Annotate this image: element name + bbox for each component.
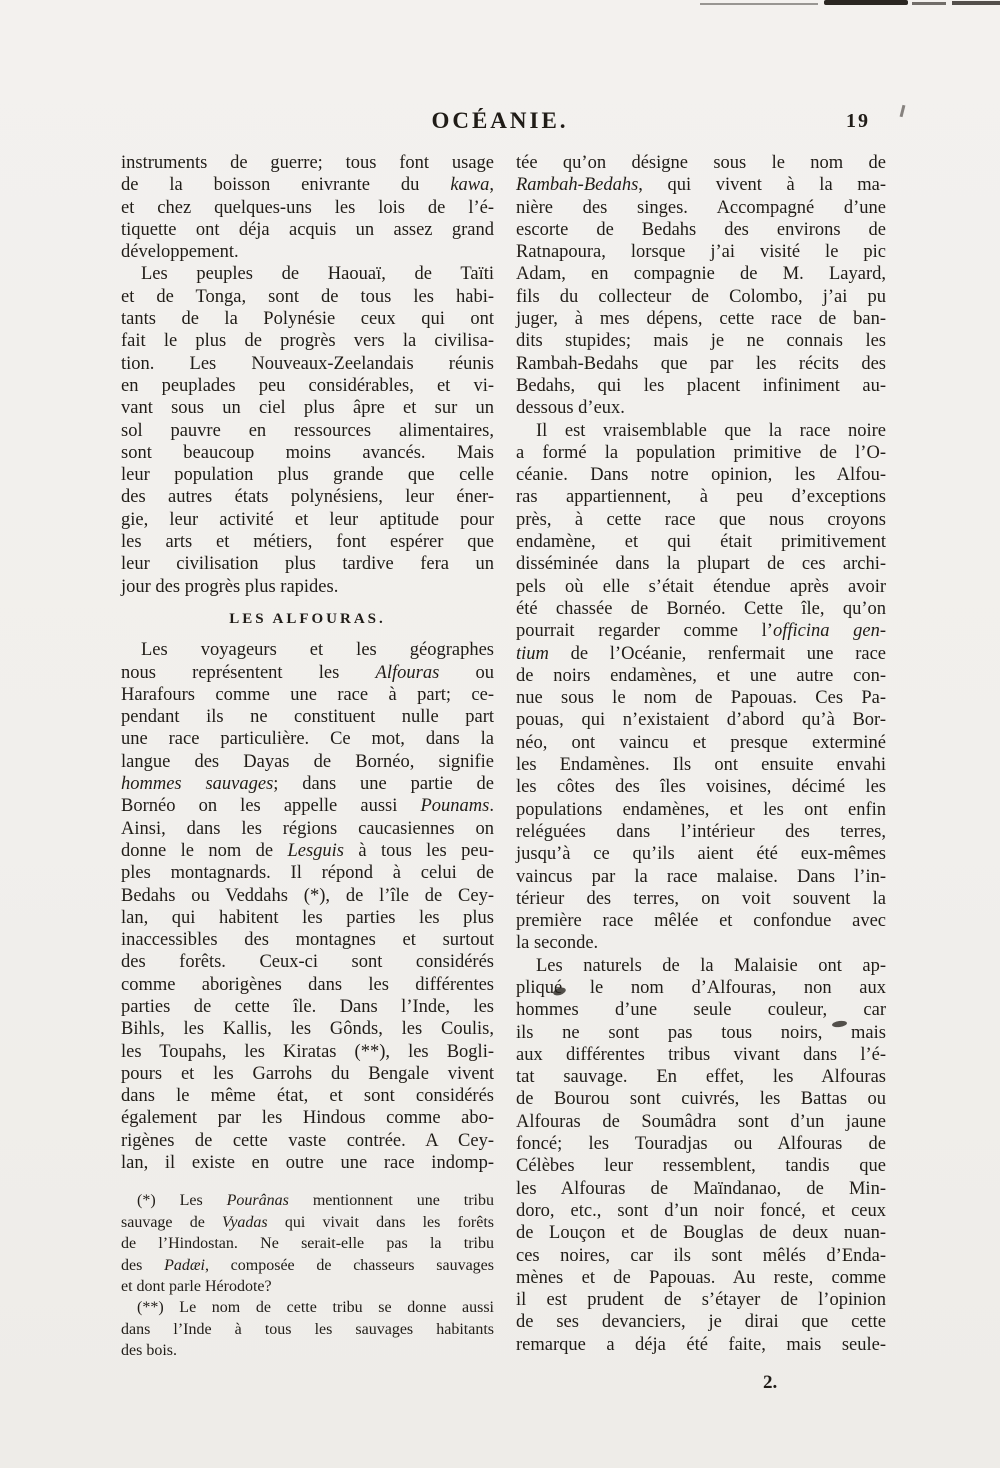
text-line: nue sous le nom de Papouas. Ces Pa-	[516, 688, 886, 709]
text-line: leur population plus grande que celle	[121, 465, 494, 486]
scan-artifact-line	[912, 2, 946, 5]
text-line: la seconde.	[516, 933, 599, 954]
text-line: les arts et métiers, font espérer que	[121, 532, 494, 553]
paragraph	[121, 263, 494, 597]
text-line: de Bourou sont cuivrés, les Battas ou	[516, 1089, 886, 1110]
text-line: tat sauvage. En effet, les Alfouras	[516, 1067, 886, 1088]
text-line: fait le plus de progrès vers la civilisa-	[121, 331, 494, 352]
text-line: tée qu’on désigne sous le nom de	[516, 153, 886, 173]
text-line: les Toupahs, les Kiratas (**), les Bogli-	[121, 1041, 494, 1062]
text-line: tion. Les Nouveaux-Zeelandais réunis	[121, 353, 494, 374]
text-line: vant sous un ciel plus âpre et sur un	[121, 398, 494, 419]
text-line: dits stupides; mais je ne connais les	[516, 331, 886, 352]
text-line: remarque a déja été faite, mais seule-	[516, 1334, 886, 1355]
text-line: première race mêlée et confondue avec	[516, 911, 886, 932]
text-line: Les voyageurs et les géographes	[141, 640, 494, 661]
text-line: ils ne sont pas tous noirs, mais	[516, 1022, 886, 1043]
text-line: et de Tonga, sont de tous les habi-	[121, 286, 494, 307]
text-line: été chassée de Bornéo. Cette île, qu’on	[516, 598, 886, 619]
text-line: Bornéo on les appelle aussi Pounams.	[121, 796, 494, 817]
signature-mark: 2.	[763, 1372, 778, 1393]
text-line: les côtes des îles voisines, décimé les	[516, 777, 886, 798]
footnote-line: des bois.	[121, 1342, 177, 1360]
footnote-line: (*) Les Pourânas mentionnent une tribu	[137, 1192, 494, 1210]
footnote-line: des Padæi, composée de chasseurs sauvages	[121, 1256, 495, 1274]
text-line: endamène, et qui était primitivement	[516, 532, 886, 553]
text-line: des forêts. Ceux-ci sont considérés	[121, 952, 494, 973]
text-line: tants de la Polynésie ceux qui ont	[121, 309, 494, 330]
text-line: escorte de Bedahs des environs de	[516, 219, 886, 240]
footnote-line: (**) Le nom de cette tribu se donne aussi	[137, 1299, 494, 1317]
text-line: Rambah-Bedahs, qui vivent à la ma-	[516, 175, 886, 196]
text-line: comme aborigènes dans les différentes	[121, 974, 494, 995]
text-line: pouas, qui n’existaient d’abord qu’à Bor-	[516, 710, 886, 731]
text-line: il est prudent de s’étayer de l’opinion	[516, 1290, 886, 1311]
text-line: pendant ils ne constituent nulle part	[121, 707, 494, 728]
text-line: de la boisson enivrante du kawa,	[121, 175, 494, 196]
text-line: Bedahs, qui les placent infiniment au-	[516, 375, 886, 396]
text-line: de ses devanciers, je dirai que cette	[516, 1312, 886, 1333]
paragraph	[121, 152, 494, 263]
text-line: Les peuples de Haouaï, de Taïti	[141, 264, 494, 285]
text-line: sol pauvre en ressources alimentaires,	[121, 420, 494, 441]
text-line: disséminée dans la plupart de ces archi-	[516, 554, 886, 575]
scan-artifact-line	[952, 1, 1000, 5]
footnote-line: et dont parle Hérodote?	[121, 1277, 272, 1295]
text-line: Ainsi, dans les régions caucasiennes on	[121, 818, 494, 839]
text-line: tium de l’Océanie, renfermait une race	[516, 643, 886, 664]
text-line: donne le nom de Lesguis à tous les peu-	[121, 840, 494, 861]
text-line: jour des progrès plus rapides.	[121, 576, 339, 597]
text-line: Adam, en compagnie de M. Layard,	[516, 264, 886, 285]
text-line: également par les Hindous comme abo-	[121, 1108, 494, 1129]
text-line: hommes d’une seule couleur, car	[516, 1000, 886, 1021]
scan-artifact-line	[700, 3, 818, 5]
text-line: a formé la population primitive de l’O-	[516, 442, 886, 463]
text-line: de Louçon et de Bouglas de deux nuan-	[516, 1223, 886, 1244]
text-line: reléguées dans l’intérieur des terres,	[516, 821, 886, 842]
text-line: nous représentent les Alfouras ou	[121, 662, 494, 683]
text-line: dans le même état, et sont considérés	[121, 1086, 494, 1107]
text-line: nière des singes. Accompagné d’une	[516, 197, 886, 218]
text-line: lan, qui habitent les parties les plus	[121, 907, 494, 928]
text-line: mènes et de Papouas. Au reste, comme	[516, 1267, 886, 1288]
text-line: ras appartiennent, à peu d’exceptions	[516, 487, 886, 508]
text-line: parties de cette île. Dans l’Inde, les	[121, 996, 494, 1017]
text-line: leur civilisation plus tardive fera un	[121, 554, 494, 575]
text-line: dessous d’eux.	[516, 398, 625, 419]
text-line: pours et les Garrohs du Bengale vivent	[121, 1063, 494, 1084]
text-line: rigènes de cette vaste contrée. A Cey-	[121, 1130, 494, 1151]
text-line: Rambah-Bedahs que par les récits des	[516, 353, 886, 374]
text-line: les Endamènes. Ils ont ensuite envahi	[516, 755, 886, 776]
text-column-left	[121, 152, 494, 1362]
text-line: Bedahs ou Veddahs (*), de l’île de Cey-	[121, 885, 494, 906]
text-line: foncé; les Touradjas ou Alfouras de	[516, 1134, 886, 1155]
text-line: néo, ont vaincu et presque exterminé	[516, 732, 886, 753]
text-line: aux différentes tribus vivant dans l’é-	[516, 1044, 886, 1065]
text-column-right	[516, 152, 886, 1356]
text-line: Ratnapoura, lorsque j’ai visité le pic	[516, 242, 886, 263]
text-line: des autres états polynésiens, leur éner-	[121, 487, 494, 508]
text-line: lan, il existe en outre une race indomp-	[121, 1153, 494, 1174]
text-line: Alfouras de Soumâdra sont d’un jaune	[516, 1111, 886, 1132]
text-line: hommes sauvages; dans une partie de	[121, 774, 494, 795]
page-number: 19	[846, 110, 870, 132]
footnote-line: dans l’Inde à tous les sauvages habitants	[121, 1320, 494, 1338]
text-line: jusqu’à ce qu’ils aient été eux-mêmes	[516, 844, 886, 865]
text-line: Célèbes leur ressemblent, tandis que	[516, 1156, 886, 1177]
text-line: langue des Dayas de Bornéo, signifie	[121, 751, 494, 772]
text-line: Il est vraisemblable que la race noire	[536, 420, 886, 441]
text-line: et chez quelques-uns les lois de l’é-	[121, 197, 494, 218]
text-line: pliqué le nom d’Alfouras, non aux	[516, 977, 886, 998]
paragraph	[516, 420, 886, 955]
text-line: inaccessibles des montagnes et surtout	[121, 930, 494, 951]
text-line: doro, etc., sont d’un noir foncé, et ceux	[516, 1200, 886, 1221]
text-line: tiquette ont déja acquis un assez grand	[121, 219, 494, 240]
text-line: fils du collecteur de Colombo, j’ai pu	[516, 286, 886, 307]
text-line: de noirs endamènes, et une autre con-	[516, 665, 886, 686]
text-line: les Alfouras de Maïndanao, de Min-	[516, 1178, 886, 1199]
text-line: Bihls, les Kallis, les Gônds, les Coulis,	[121, 1019, 494, 1040]
text-line: vaincus par la race malaise. Dans l’in-	[516, 866, 886, 887]
text-line: gie, leur activité et leur aptitude pour	[121, 509, 494, 530]
text-line: ples montagnards. Il répond à celui de	[121, 863, 494, 884]
paragraph	[516, 152, 886, 420]
page-title: OCÉANIE.	[431, 108, 569, 133]
footnote	[121, 1297, 494, 1361]
text-line: populations endamènes, et les ont enfin	[516, 799, 886, 820]
text-line: développement.	[121, 242, 239, 263]
text-line: ces noires, car ils sont mêlés d’Enda-	[516, 1245, 886, 1266]
scan-artifact-line	[824, 0, 908, 5]
text-line: Harafours comme une race à part; ce-	[121, 684, 494, 705]
text-line: près, à cette race que nous croyons	[516, 509, 886, 530]
footnote-line: sauvage de Vyadas qui vivait dans les forêts	[121, 1213, 494, 1231]
footnote-line: de l’Hindostan. Ne serait-elle pas la tribu	[121, 1235, 494, 1253]
text-line: instruments de guerre; tous font usage	[121, 153, 494, 173]
paragraph	[121, 639, 494, 1174]
paragraph	[516, 955, 886, 1356]
text-line: térieur des terres, on voit souvent la	[516, 888, 886, 909]
text-line: sont beaucoup moins avancés. Mais	[121, 442, 494, 463]
text-line: pourrait regarder comme l’officina gen-	[516, 621, 886, 642]
text-line: en peuplades peu considérables, et vi-	[121, 375, 494, 396]
text-line: une race particulière. Ce mot, dans la	[121, 729, 494, 750]
section-heading: LES ALFOURAS.	[229, 610, 386, 627]
text-line: pels où elle s’était étendue après avoir	[516, 576, 886, 597]
text-line: Les naturels de la Malaisie ont ap-	[536, 955, 886, 976]
text-line: juger, à mes dépens, cette race de ban-	[516, 309, 886, 330]
text-line: céanie. Dans notre opinion, les Alfou-	[516, 465, 886, 486]
footnote	[121, 1190, 494, 1297]
